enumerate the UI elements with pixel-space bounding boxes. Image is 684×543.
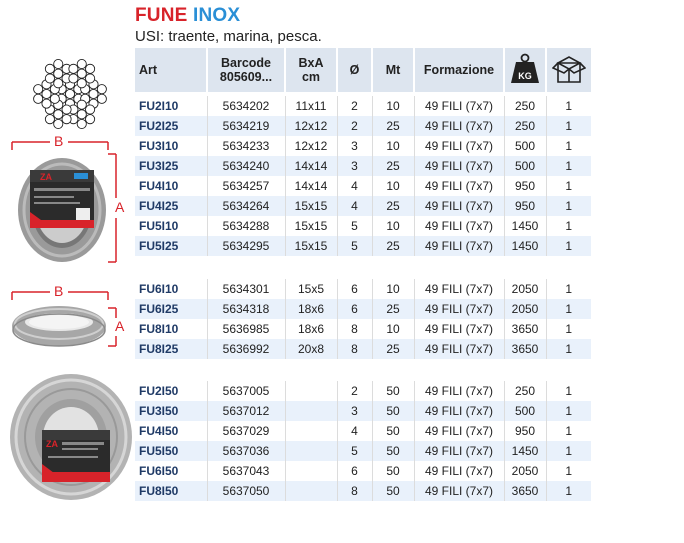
cell-mt: 25: [372, 299, 414, 319]
wire-circle: [54, 59, 63, 68]
cell-form: 49 FILI (7x7): [414, 236, 504, 256]
table-row: [135, 156, 591, 176]
col-header-mt: Mt: [372, 48, 414, 92]
cell-art: FU3I50: [135, 401, 207, 421]
rope-coil-large-icon: [8, 372, 134, 502]
dimension-a-label: A: [115, 199, 125, 215]
table-row: [135, 381, 591, 401]
wire-circle: [62, 115, 71, 124]
cell-d: 3: [337, 136, 372, 156]
cell-barcode: 5637050: [207, 481, 285, 501]
cell-mt: 10: [372, 279, 414, 299]
cell-d: 8: [337, 319, 372, 339]
cell-kg: 1450: [504, 441, 546, 461]
cell-bxa: 15x15: [285, 216, 337, 236]
col-header-diameter: Ø: [337, 48, 372, 92]
cell-art: FU8I10: [139, 322, 179, 336]
cell-art: FU3I25: [135, 156, 207, 176]
cell-bxa: [285, 481, 337, 501]
wire-circle: [54, 69, 63, 78]
wire-circle: [69, 64, 78, 73]
cell-barcode: 5637029: [207, 421, 285, 441]
cell-form: 49 FILI (7x7): [414, 176, 504, 196]
cell-art: FU4I50: [139, 424, 179, 438]
cell-art: FU8I50: [135, 481, 207, 501]
cell-art: FU6I25: [135, 299, 207, 319]
cell-barcode: 5637012: [207, 401, 285, 421]
cell-barcode: 5634318: [207, 299, 285, 319]
col-header-weight: [504, 48, 546, 92]
spec-table-group-2: [135, 279, 591, 359]
cell-form: 49 FILI (7x7): [414, 401, 504, 421]
col-header-formazione: Formazione: [414, 48, 504, 92]
cell-bxa: 20x8: [285, 339, 337, 359]
dimension-b-label: B: [54, 133, 64, 149]
cell-art: FU4I25: [135, 196, 207, 216]
cell-barcode: 5637005: [207, 381, 285, 401]
cell-mt: 25: [372, 116, 414, 136]
cell-kg: 250: [504, 116, 546, 136]
table-row: [135, 441, 591, 461]
cell-kg: 2050: [504, 279, 546, 299]
cell-pack: 1: [546, 481, 591, 501]
col-header-art: Art: [135, 48, 207, 92]
cell-bxa: 15x15: [285, 236, 337, 256]
cell-mt: 10: [372, 176, 414, 196]
spec-table-group-1: [135, 96, 591, 256]
cell-kg: 500: [504, 401, 546, 421]
cell-kg: 3650: [504, 481, 546, 501]
cell-d: 8: [337, 481, 372, 501]
cell-d: 4: [337, 421, 372, 441]
table-row: [135, 319, 591, 339]
cell-form: 49 FILI (7x7): [414, 339, 504, 359]
wire-circle: [69, 74, 78, 83]
cell-pack: 1: [546, 401, 591, 421]
spec-table-header: [135, 48, 591, 92]
wire-circle: [77, 110, 86, 119]
table-row: [135, 461, 591, 481]
table-row: [135, 299, 591, 319]
table-row: [135, 481, 591, 501]
cell-bxa: 12x12: [285, 136, 337, 156]
cell-pack: 1: [546, 299, 591, 319]
cell-bxa: 15x5: [285, 279, 337, 299]
cell-form: 49 FILI (7x7): [414, 216, 504, 236]
wire-circle: [45, 74, 54, 83]
cell-barcode: 5637043: [207, 461, 285, 481]
cell-pack: 1: [546, 236, 591, 256]
cell-d: 6: [337, 299, 372, 319]
cell-form: 49 FILI (7x7): [414, 441, 504, 461]
cell-form: 49 FILI (7x7): [414, 136, 504, 156]
cell-d: 2: [337, 116, 372, 136]
cell-form: 49 FILI (7x7): [414, 381, 504, 401]
cell-barcode: 5634219: [207, 116, 285, 136]
dimension-a-label-2: A: [115, 318, 125, 334]
cell-mt: 10: [372, 96, 414, 116]
cell-d: 5: [337, 441, 372, 461]
cell-pack: 1: [546, 279, 591, 299]
cell-form: 49 FILI (7x7): [414, 461, 504, 481]
cell-art: FU6I10: [139, 282, 179, 296]
cell-kg: 950: [504, 176, 546, 196]
cell-mt: 25: [372, 156, 414, 176]
cell-d: 6: [337, 461, 372, 481]
rope-cross-section-icon: [32, 56, 108, 132]
cell-form: 49 FILI (7x7): [414, 196, 504, 216]
cell-form: 49 FILI (7x7): [414, 421, 504, 441]
cell-bxa: 14x14: [285, 176, 337, 196]
cell-form: 49 FILI (7x7): [414, 279, 504, 299]
cell-kg: 2050: [504, 299, 546, 319]
cell-kg: 1450: [504, 236, 546, 256]
cell-mt: 50: [372, 481, 414, 501]
cell-form: 49 FILI (7x7): [414, 299, 504, 319]
cell-bxa: 12x12: [285, 116, 337, 136]
wire-circle: [86, 64, 95, 73]
wire-circle: [42, 89, 51, 98]
title-inox: INOX: [193, 5, 241, 26]
table-row: [135, 279, 591, 299]
cell-mt: 10: [372, 216, 414, 236]
cell-art: FU5I25: [135, 236, 207, 256]
wire-circle: [77, 79, 86, 88]
wire-circle: [54, 119, 63, 128]
cell-barcode: 5634233: [207, 136, 285, 156]
cell-bxa: 18x6: [285, 319, 337, 339]
cell-form: 49 FILI (7x7): [414, 116, 504, 136]
cell-kg: 250: [504, 381, 546, 401]
cell-pack: 1: [546, 421, 591, 441]
cell-art: FU2I10: [139, 99, 179, 113]
cell-pack: 1: [546, 136, 591, 156]
col-header-barcode-line2: 805609...: [219, 70, 273, 84]
cell-d: 8: [337, 339, 372, 359]
wire-circle: [50, 94, 59, 103]
cell-kg: 500: [504, 136, 546, 156]
wire-circle: [42, 99, 51, 108]
cell-mt: 25: [372, 196, 414, 216]
cell-kg: 950: [504, 196, 546, 216]
cell-art: FU6I50: [139, 464, 179, 478]
cell-form: 49 FILI (7x7): [414, 96, 504, 116]
wire-circle: [54, 110, 63, 119]
wire-circle: [45, 64, 54, 73]
col-header-barcode-line1: Barcode: [220, 56, 272, 70]
cell-d: 6: [337, 279, 372, 299]
cell-mt: 50: [372, 381, 414, 401]
wire-circle: [77, 59, 86, 68]
wire-circle: [54, 79, 63, 88]
cell-bxa: 18x6: [285, 299, 337, 319]
cell-form: 49 FILI (7x7): [414, 481, 504, 501]
cell-bxa: [285, 381, 337, 401]
wire-circle: [65, 89, 74, 98]
cell-pack: 1: [546, 339, 591, 359]
cell-kg: 500: [504, 156, 546, 176]
cell-mt: 25: [372, 236, 414, 256]
cell-bxa: 11x11: [285, 96, 337, 116]
dimension-b-label-2: B: [54, 283, 64, 299]
cell-barcode: 5634295: [207, 236, 285, 256]
col-header-bxa: [285, 48, 337, 92]
col-header-barcode: [207, 48, 285, 92]
table-row: [135, 96, 591, 116]
cell-mt: 50: [372, 401, 414, 421]
cell-pack: 1: [546, 461, 591, 481]
cell-d: 5: [337, 216, 372, 236]
cell-pack: 1: [546, 156, 591, 176]
cell-mt: 25: [372, 339, 414, 359]
cell-pack: 1: [546, 319, 591, 339]
wire-circle: [86, 74, 95, 83]
table-row: [135, 216, 591, 236]
page-title: [135, 5, 240, 27]
cell-barcode: 5634264: [207, 196, 285, 216]
wire-circle: [77, 100, 86, 109]
col-header-package: [546, 48, 591, 92]
cell-bxa: [285, 461, 337, 481]
cell-pack: 1: [546, 441, 591, 461]
cell-d: 2: [337, 381, 372, 401]
col-header-bxa-line1: BxA: [298, 56, 324, 70]
wire-circle: [77, 119, 86, 128]
spec-table-group-3: [135, 381, 591, 501]
rope-coil-small-icon: [14, 150, 110, 266]
cell-d: 5: [337, 236, 372, 256]
weight-kg-icon: [510, 53, 540, 85]
cell-barcode: 5634202: [207, 96, 285, 116]
wire-circle: [45, 115, 54, 124]
box-package-icon: [552, 53, 586, 85]
table-row: [135, 116, 591, 136]
cell-bxa: [285, 401, 337, 421]
cell-art: FU5I50: [135, 441, 207, 461]
brand-logo-small: ZA: [40, 172, 52, 182]
cell-d: 3: [337, 401, 372, 421]
wire-circle: [97, 94, 106, 103]
cell-barcode: 5634240: [207, 156, 285, 176]
cell-barcode: 5634257: [207, 176, 285, 196]
table-row: [135, 236, 591, 256]
cell-form: 49 FILI (7x7): [414, 156, 504, 176]
cell-kg: 950: [504, 421, 546, 441]
page-subtitle: USI: traente, marina, pesca.: [135, 28, 322, 45]
cell-art: FU4I10: [139, 179, 179, 193]
wire-circle: [86, 105, 95, 114]
table-row: [135, 176, 591, 196]
cell-art: FU2I25: [135, 116, 207, 136]
cell-bxa: [285, 421, 337, 441]
cell-barcode: 5636985: [207, 319, 285, 339]
cell-mt: 10: [372, 136, 414, 156]
cell-bxa: 14x14: [285, 156, 337, 176]
cell-d: 4: [337, 196, 372, 216]
cell-bxa: [285, 441, 337, 461]
cell-pack: 1: [546, 216, 591, 236]
table-row: [135, 339, 591, 359]
table-row: [135, 136, 591, 156]
wire-circle: [97, 85, 106, 94]
title-fune: FUNE: [135, 5, 188, 26]
cell-d: 3: [337, 156, 372, 176]
cell-barcode: 5634301: [207, 279, 285, 299]
cell-barcode: 5634288: [207, 216, 285, 236]
wire-circle: [89, 89, 98, 98]
cell-art: FU8I25: [135, 339, 207, 359]
cell-art: FU2I50: [139, 384, 179, 398]
cell-kg: 1450: [504, 216, 546, 236]
cell-mt: 10: [372, 319, 414, 339]
wire-circle: [34, 94, 43, 103]
cell-kg: 250: [504, 96, 546, 116]
rope-coil-flat-icon: [10, 300, 108, 350]
wire-circle: [77, 69, 86, 78]
cell-form: 49 FILI (7x7): [414, 319, 504, 339]
cell-pack: 1: [546, 381, 591, 401]
cell-art: FU3I10: [139, 139, 179, 153]
cell-d: 4: [337, 176, 372, 196]
cell-kg: 2050: [504, 461, 546, 481]
table-row: [135, 196, 591, 216]
col-header-bxa-line2: cm: [301, 70, 321, 84]
cell-mt: 50: [372, 421, 414, 441]
cell-pack: 1: [546, 96, 591, 116]
wire-circle: [34, 85, 43, 94]
cell-barcode: 5636992: [207, 339, 285, 359]
cell-art: FU5I10: [139, 219, 179, 233]
cell-kg: 3650: [504, 319, 546, 339]
cell-pack: 1: [546, 176, 591, 196]
cell-kg: 3650: [504, 339, 546, 359]
cell-bxa: 15x15: [285, 196, 337, 216]
weight-kg-label: KG: [518, 70, 532, 81]
cell-pack: 1: [546, 116, 591, 136]
cell-mt: 50: [372, 461, 414, 481]
table-row: [135, 421, 591, 441]
cell-pack: 1: [546, 196, 591, 216]
table-row: [135, 401, 591, 421]
wire-circle: [86, 115, 95, 124]
cell-d: 2: [337, 96, 372, 116]
wire-circle: [62, 105, 71, 114]
cell-mt: 50: [372, 441, 414, 461]
brand-logo-large: ZA: [46, 439, 58, 449]
cell-barcode: 5637036: [207, 441, 285, 461]
